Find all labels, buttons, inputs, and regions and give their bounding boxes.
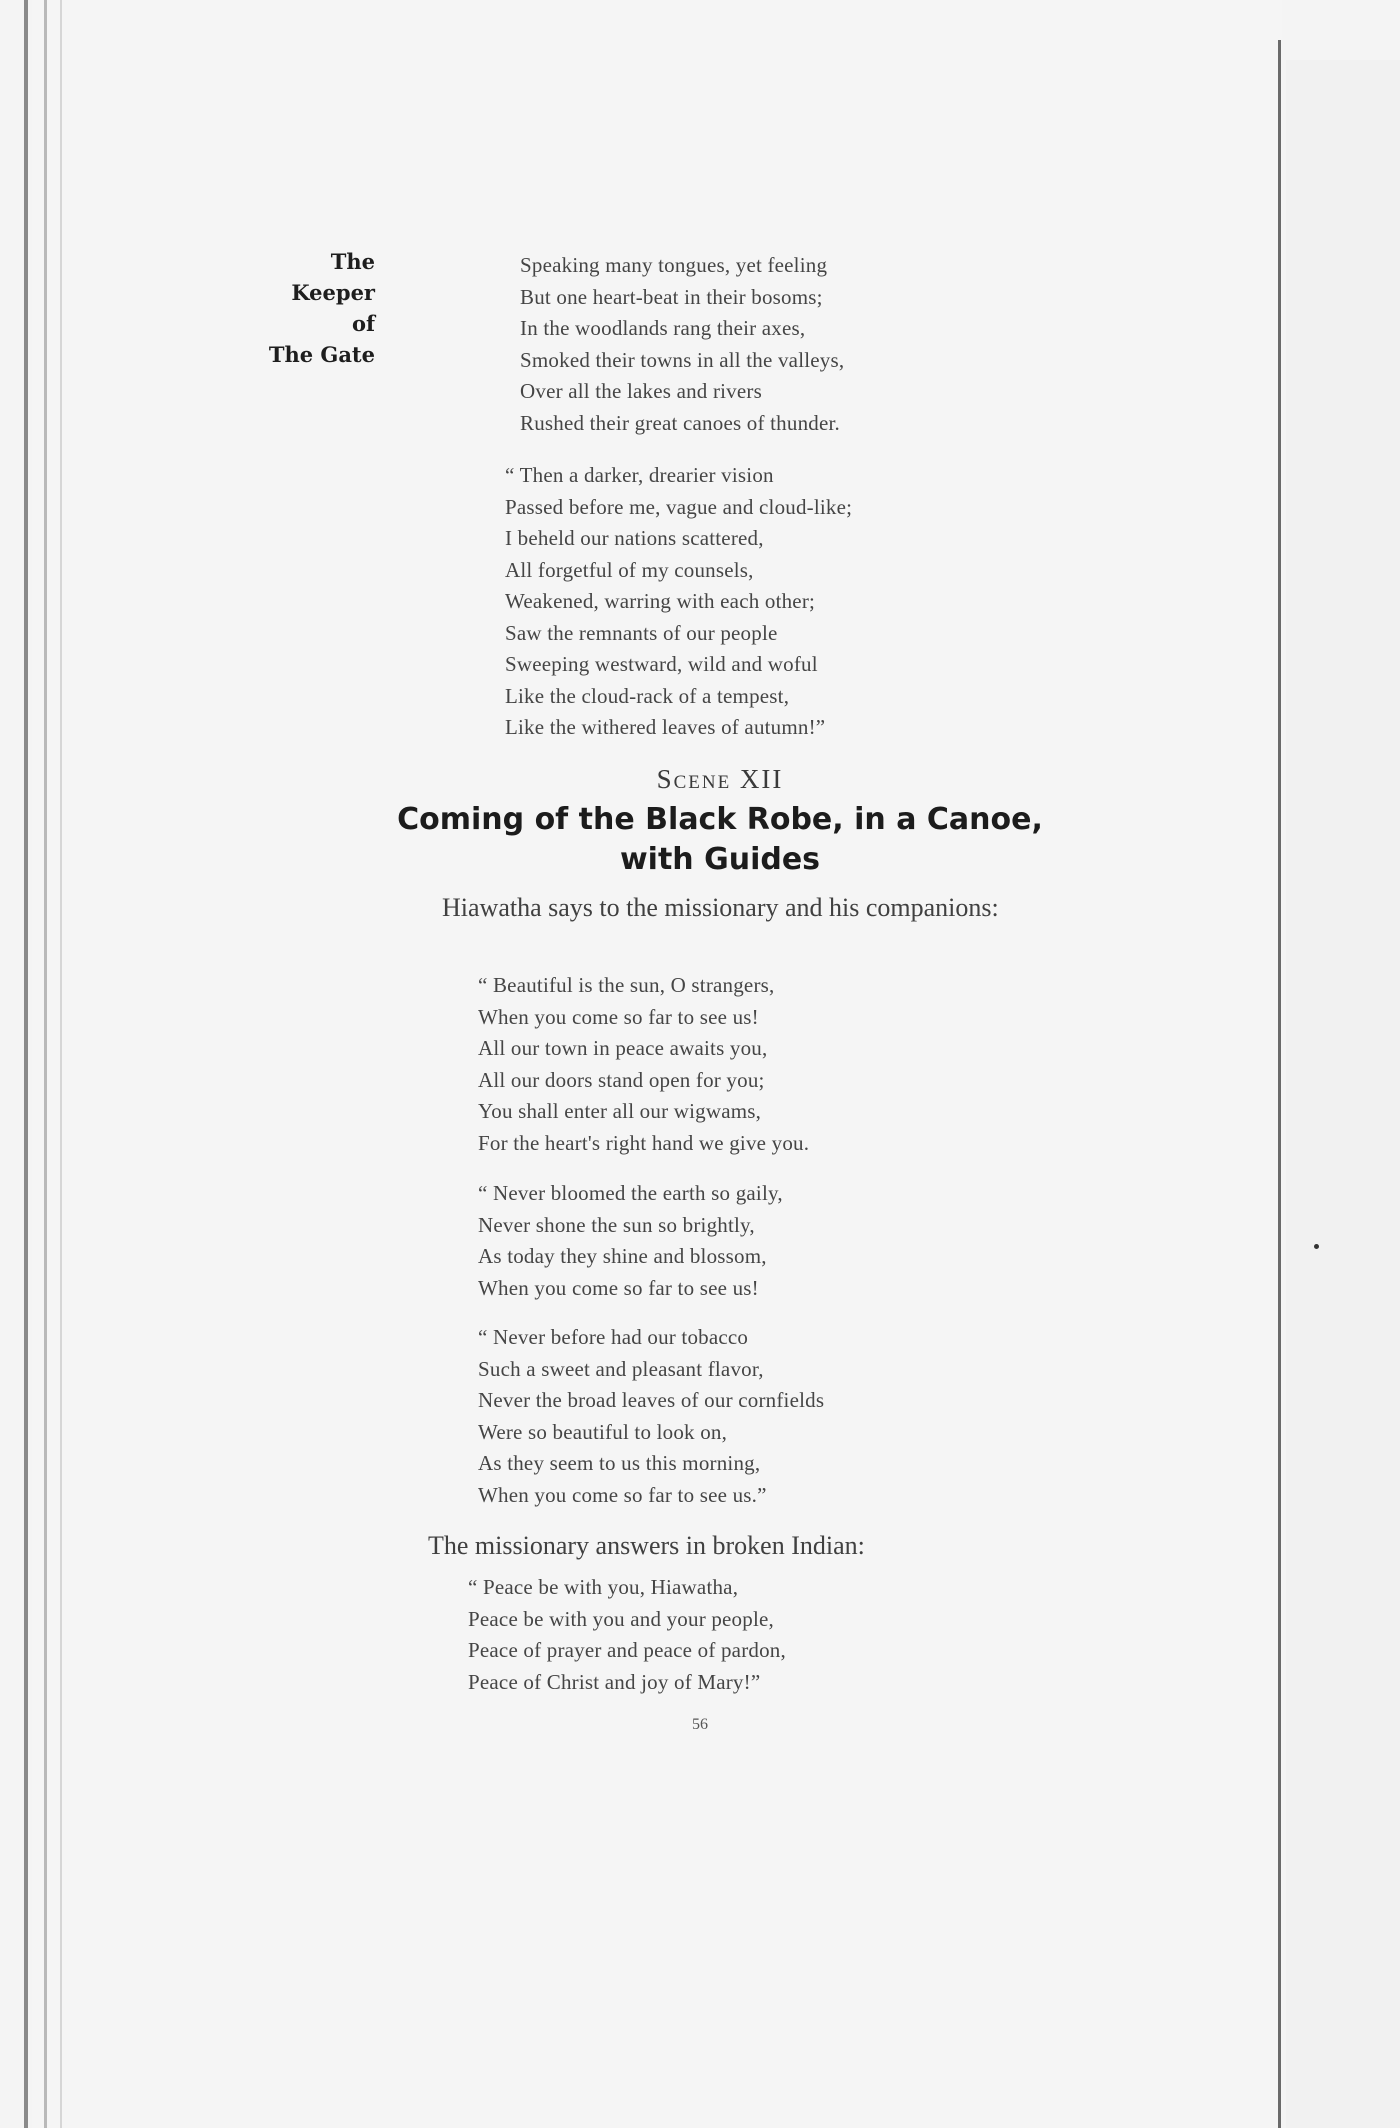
verse-line: Saw the remnants of our people bbox=[505, 620, 778, 645]
verse-line: As they seem to us this morning, bbox=[478, 1451, 761, 1475]
verse-line: Peace of Christ and joy of Mary!” bbox=[468, 1669, 761, 1694]
verse-line: Smoked their towns in all the valleys, bbox=[520, 347, 845, 372]
verse-line: When you come so far to see us! bbox=[478, 1004, 759, 1029]
facing-page-edge bbox=[1278, 40, 1281, 2128]
verse-line: Rushed their great canoes of thunder. bbox=[520, 410, 840, 435]
verse-stanza-3 bbox=[478, 970, 809, 1159]
verse-line: In the woodlands rang their axes, bbox=[520, 316, 806, 340]
verse-line: Peace of prayer and peace of pardon, bbox=[468, 1638, 786, 1662]
verse-line: Never the broad leaves of our cornfields bbox=[478, 1388, 825, 1412]
scene-label: Scene XII bbox=[656, 764, 784, 794]
verse-stanza-5 bbox=[478, 1322, 824, 1511]
binding-edge bbox=[24, 0, 28, 2128]
verse-line: I beheld our nations scattered, bbox=[505, 526, 764, 550]
facing-page bbox=[1286, 60, 1400, 2128]
verse-line: Passed before me, vague and cloud-like; bbox=[505, 494, 853, 519]
verse-stanza-4 bbox=[478, 1178, 783, 1304]
verse-line: All forgetful of my counsels, bbox=[505, 557, 754, 582]
stage-direction: The missionary answers in broken Indian: bbox=[428, 1531, 865, 1560]
running-head-line: Keeper bbox=[291, 280, 375, 305]
verse-line: Speaking many tongues, yet feeling bbox=[520, 253, 828, 277]
verse-line: When you come so far to see us! bbox=[478, 1275, 759, 1300]
verse-line: Never shone the sun so brightly, bbox=[478, 1212, 755, 1237]
verse-line: When you come so far to see us.” bbox=[478, 1482, 767, 1507]
verse-line: All our doors stand open for you; bbox=[478, 1067, 765, 1092]
verse-line: For the heart's right hand we give you. bbox=[478, 1130, 810, 1155]
verse-line: Such a sweet and pleasant flavor, bbox=[478, 1356, 764, 1381]
verse-line: Were so beautiful to look on, bbox=[478, 1419, 728, 1444]
verse-line: All our town in peace awaits you, bbox=[478, 1036, 768, 1060]
binding-edge-inner bbox=[44, 0, 47, 2128]
running-head-line: The Gate bbox=[268, 342, 375, 367]
verse-line: Like the cloud-rack of a tempest, bbox=[505, 683, 790, 708]
verse-line: “ Peace be with you, Hiawatha, bbox=[468, 1575, 739, 1599]
stage-direction: Hiawatha says to the missionary and his companions: bbox=[442, 893, 999, 922]
verse-stanza-6 bbox=[468, 1572, 786, 1698]
verse-line: “ Then a darker, drearier vision bbox=[505, 463, 774, 487]
verse-line: “ Never before had our tobacco bbox=[478, 1325, 749, 1349]
verse-stanza-1 bbox=[520, 250, 844, 439]
verse-line: Sweeping westward, wild and woful bbox=[505, 652, 818, 676]
binding-edge-shadow bbox=[60, 0, 62, 2128]
running-head-line: The bbox=[330, 249, 375, 274]
verse-line: As today they shine and blossom, bbox=[478, 1244, 767, 1268]
verse-line: Like the withered leaves of autumn!” bbox=[505, 715, 826, 739]
verse-line: Weakened, warring with each other; bbox=[505, 589, 816, 613]
page-number: 56 bbox=[692, 1716, 708, 1733]
ink-speck bbox=[1314, 1244, 1319, 1249]
verse-line: Over all the lakes and rivers bbox=[520, 379, 762, 403]
verse-line: “ Beautiful is the sun, O strangers, bbox=[478, 973, 775, 997]
verse-line: “ Never bloomed the earth so gaily, bbox=[478, 1181, 783, 1205]
verse-line: Peace be with you and your people, bbox=[468, 1606, 774, 1631]
verse-stanza-2 bbox=[505, 460, 852, 744]
running-head-line: of bbox=[351, 311, 375, 336]
verse-line: You shall enter all our wigwams, bbox=[478, 1099, 762, 1123]
running-head bbox=[230, 246, 375, 370]
scene-heading: Coming of the Black Robe, in a Canoe, with Guides bbox=[397, 802, 1043, 877]
verse-line: But one heart-beat in their bosoms; bbox=[520, 284, 823, 309]
